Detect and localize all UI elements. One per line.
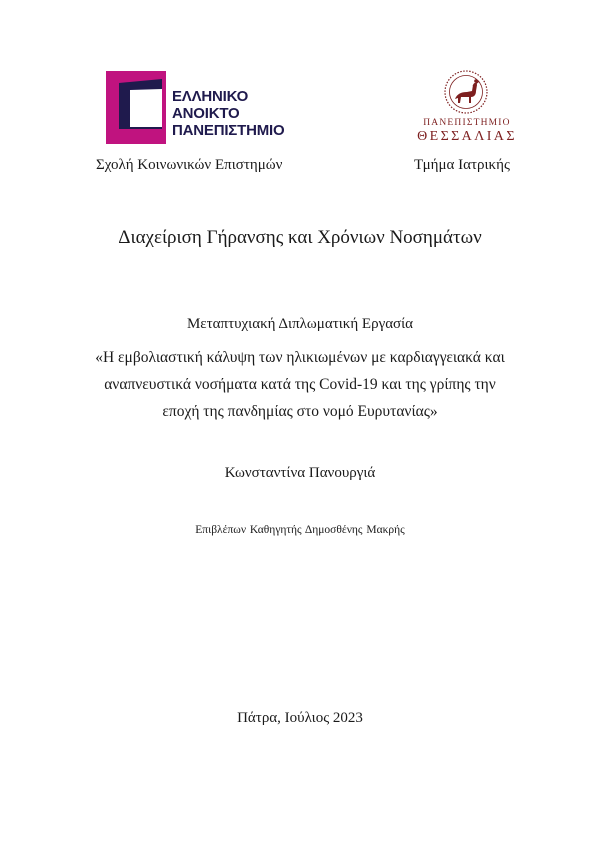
thesis-title-line-1: «Η εμβολιαστική κάλυψη των ηλικιωμένων με καρδιαγγειακά και (95, 349, 505, 366)
eap-logo-mark-icon (106, 71, 166, 144)
hellenic-open-university-logo (106, 71, 296, 145)
centaur-seal-icon (443, 69, 489, 115)
supervisor-line: Επιβλέπων Καθηγητής Δημοσθένης Μακρής (195, 524, 405, 536)
author-name: Κωνσταντίνα Πανουργιά (224, 465, 376, 481)
thesis-type: Μεταπτυχιακή Διπλωματική Εργασία (186, 316, 414, 332)
logo-text-line-3: ΠΑΝΕΠΙΣΤΗΜΙΟ (172, 122, 285, 139)
program-title: Διαχείριση Γήρανσης και Χρόνιων Νοσημάτων (118, 227, 482, 248)
university-of-thessaly-logo (413, 69, 521, 147)
thesis-title-line-2: αναπνευστικά νοσήματα κατά της Covid-19 και της γρίπης την (104, 376, 496, 393)
place-and-date: Πάτρα, Ιούλιος 2023 (237, 710, 363, 726)
department-name: Τμήμα Ιατρικής (414, 157, 510, 173)
school-name: Σχολή Κοινωνικών Επιστημών (96, 157, 283, 173)
logo-text-line-2: ΑΝΟΙΚΤΟ (172, 105, 240, 122)
thesis-title-line-3: εποχή της πανδημίας στο νομό Ευρυτανίας» (162, 403, 438, 420)
logo-university-label: ΠΑΝΕΠΙΣΤΗΜΙΟ (423, 118, 511, 128)
logo-text-line-1: ΕΛΛΗΝΙΚΟ (172, 88, 249, 105)
logo-thessaly-label: ΘΕΣΣΑΛΙΑΣ (417, 129, 517, 144)
